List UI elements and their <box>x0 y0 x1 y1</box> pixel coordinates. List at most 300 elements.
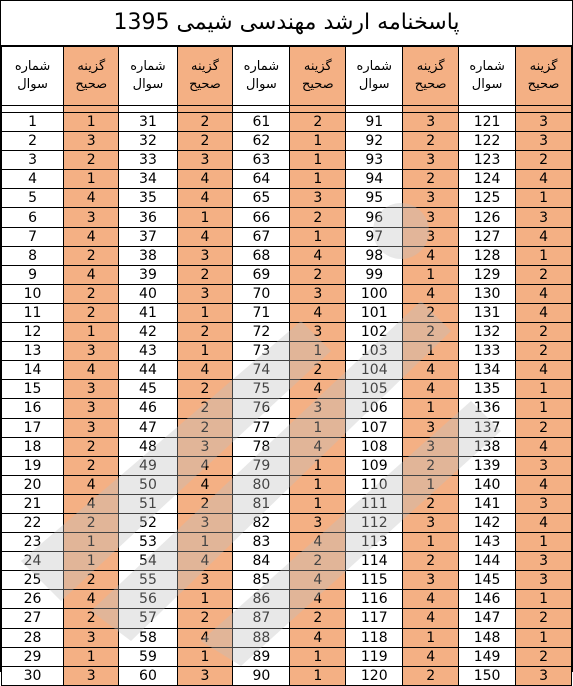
question-number: 133 <box>459 342 516 361</box>
correct-option: 4 <box>516 437 572 456</box>
question-number: 62 <box>233 132 290 151</box>
question-number: 37 <box>119 227 177 246</box>
question-number: 92 <box>346 132 403 151</box>
question-number: 102 <box>346 323 403 342</box>
table-row <box>2 342 572 361</box>
correct-option: 1 <box>290 170 346 189</box>
question-number: 114 <box>346 552 403 571</box>
correct-option: 4 <box>403 361 459 380</box>
correct-option: 1 <box>516 590 572 609</box>
table-row <box>2 590 572 609</box>
correct-option: 1 <box>290 666 346 685</box>
question-number: 43 <box>119 342 177 361</box>
correct-option: 4 <box>64 590 119 609</box>
question-number: 1 <box>2 113 64 132</box>
table-row <box>2 475 572 494</box>
question-number: 121 <box>459 113 516 132</box>
table-row <box>2 323 572 342</box>
correct-option: 4 <box>403 590 459 609</box>
question-number: 117 <box>346 609 403 628</box>
correct-option: 4 <box>177 189 233 208</box>
correct-option: 4 <box>290 303 346 322</box>
table-row <box>2 494 572 513</box>
question-number: 113 <box>346 533 403 552</box>
correct-option: 3 <box>516 132 572 151</box>
question-number: 28 <box>2 628 64 647</box>
question-number: 137 <box>459 418 516 437</box>
correct-option: 4 <box>177 170 233 189</box>
correct-option: 3 <box>290 399 346 418</box>
correct-option: 4 <box>64 189 119 208</box>
correct-option: 2 <box>177 399 233 418</box>
question-number: 97 <box>346 227 403 246</box>
question-number: 130 <box>459 284 516 303</box>
question-number: 112 <box>346 513 403 532</box>
correct-option: 3 <box>64 132 119 151</box>
correct-option: 3 <box>64 418 119 437</box>
table-row <box>2 170 572 189</box>
question-number: 36 <box>119 208 177 227</box>
question-number: 94 <box>346 170 403 189</box>
header-row <box>2 47 572 106</box>
correct-option: 2 <box>64 246 119 265</box>
table-row <box>2 380 572 399</box>
question-number: 66 <box>233 208 290 227</box>
question-number: 115 <box>346 571 403 590</box>
question-number: 87 <box>233 609 290 628</box>
question-number: 27 <box>2 609 64 628</box>
correct-option: 2 <box>177 132 233 151</box>
correct-option: 3 <box>403 189 459 208</box>
correct-option: 1 <box>177 342 233 361</box>
question-number: 73 <box>233 342 290 361</box>
question-number: 150 <box>459 666 516 685</box>
question-number: 32 <box>119 132 177 151</box>
answer-table <box>1 46 572 686</box>
correct-option: 1 <box>290 647 346 666</box>
question-number: 81 <box>233 494 290 513</box>
correct-option: 4 <box>403 647 459 666</box>
correct-option: 1 <box>290 456 346 475</box>
question-number: 128 <box>459 246 516 265</box>
question-number: 4 <box>2 170 64 189</box>
header-answer: گزینه صحیح <box>177 47 233 106</box>
correct-option: 3 <box>177 151 233 170</box>
question-number: 12 <box>2 323 64 342</box>
question-number: 105 <box>346 380 403 399</box>
question-number: 60 <box>119 666 177 685</box>
correct-option: 3 <box>403 208 459 227</box>
correct-option: 1 <box>403 342 459 361</box>
correct-option: 4 <box>177 475 233 494</box>
correct-option: 1 <box>290 151 346 170</box>
question-number: 136 <box>459 399 516 418</box>
correct-option: 3 <box>403 418 459 437</box>
question-number: 10 <box>2 284 64 303</box>
correct-option: 4 <box>403 380 459 399</box>
correct-option: 4 <box>290 571 346 590</box>
question-number: 6 <box>2 208 64 227</box>
header-answer: گزینه صحیح <box>403 47 459 106</box>
correct-option: 4 <box>64 475 119 494</box>
correct-option: 1 <box>177 647 233 666</box>
question-number: 51 <box>119 494 177 513</box>
question-number: 29 <box>2 647 64 666</box>
correct-option: 4 <box>290 590 346 609</box>
correct-option: 3 <box>516 666 572 685</box>
correct-option: 3 <box>64 342 119 361</box>
question-number: 31 <box>119 113 177 132</box>
question-number: 93 <box>346 151 403 170</box>
question-number: 54 <box>119 552 177 571</box>
correct-option: 2 <box>290 552 346 571</box>
question-number: 2 <box>2 132 64 151</box>
correct-option: 2 <box>516 609 572 628</box>
correct-option: 2 <box>64 284 119 303</box>
correct-option: 2 <box>403 666 459 685</box>
correct-option: 1 <box>64 552 119 571</box>
question-number: 18 <box>2 437 64 456</box>
question-number: 134 <box>459 361 516 380</box>
correct-option: 3 <box>516 552 572 571</box>
question-number: 25 <box>2 571 64 590</box>
correct-option: 4 <box>403 609 459 628</box>
header-answer: گزینه صحیح <box>64 47 119 106</box>
question-number: 88 <box>233 628 290 647</box>
table-row <box>2 513 572 532</box>
correct-option: 4 <box>403 284 459 303</box>
question-number: 44 <box>119 361 177 380</box>
question-number: 78 <box>233 437 290 456</box>
correct-option: 2 <box>64 303 119 322</box>
question-number: 96 <box>346 208 403 227</box>
question-number: 84 <box>233 552 290 571</box>
question-number: 120 <box>346 666 403 685</box>
correct-option: 3 <box>64 208 119 227</box>
correct-option: 1 <box>516 399 572 418</box>
correct-option: 3 <box>403 437 459 456</box>
table-row <box>2 552 572 571</box>
correct-option: 4 <box>290 437 346 456</box>
question-number: 89 <box>233 647 290 666</box>
correct-option: 3 <box>290 323 346 342</box>
question-number: 65 <box>233 189 290 208</box>
question-number: 47 <box>119 418 177 437</box>
correct-option: 1 <box>290 418 346 437</box>
question-number: 21 <box>2 494 64 513</box>
correct-option: 4 <box>177 227 233 246</box>
correct-option: 3 <box>177 246 233 265</box>
question-number: 71 <box>233 303 290 322</box>
correct-option: 3 <box>516 456 572 475</box>
correct-option: 3 <box>64 380 119 399</box>
correct-option: 3 <box>403 513 459 532</box>
question-number: 68 <box>233 246 290 265</box>
correct-option: 1 <box>516 189 572 208</box>
correct-option: 4 <box>290 533 346 552</box>
question-number: 39 <box>119 265 177 284</box>
table-row <box>2 265 572 284</box>
table-row <box>2 571 572 590</box>
table-body <box>2 106 572 686</box>
question-number: 58 <box>119 628 177 647</box>
question-number: 9 <box>2 265 64 284</box>
correct-option: 2 <box>177 418 233 437</box>
question-number: 125 <box>459 189 516 208</box>
table-row <box>2 533 572 552</box>
question-number: 30 <box>2 666 64 685</box>
correct-option: 4 <box>64 361 119 380</box>
table-row <box>2 456 572 475</box>
question-number: 95 <box>346 189 403 208</box>
question-number: 122 <box>459 132 516 151</box>
question-number: 103 <box>346 342 403 361</box>
question-number: 74 <box>233 361 290 380</box>
correct-option: 2 <box>64 571 119 590</box>
header-question: شماره سوال <box>233 47 290 106</box>
page-title: پاسخنامه ارشد مهندسی شیمی 1395 <box>1 1 572 46</box>
question-number: 14 <box>2 361 64 380</box>
correct-option: 4 <box>64 265 119 284</box>
question-number: 20 <box>2 475 64 494</box>
question-number: 42 <box>119 323 177 342</box>
correct-option: 3 <box>177 437 233 456</box>
header-question: شماره سوال <box>346 47 403 106</box>
question-number: 91 <box>346 113 403 132</box>
correct-option: 4 <box>64 227 119 246</box>
question-number: 131 <box>459 303 516 322</box>
question-number: 145 <box>459 571 516 590</box>
question-number: 108 <box>346 437 403 456</box>
question-number: 26 <box>2 590 64 609</box>
correct-option: 4 <box>64 494 119 513</box>
question-number: 86 <box>233 590 290 609</box>
table-row <box>2 132 572 151</box>
correct-option: 2 <box>403 132 459 151</box>
correct-option: 2 <box>290 265 346 284</box>
correct-option: 1 <box>290 342 346 361</box>
question-number: 40 <box>119 284 177 303</box>
header-question: شماره سوال <box>2 47 64 106</box>
question-number: 101 <box>346 303 403 322</box>
question-number: 72 <box>233 323 290 342</box>
correct-option: 3 <box>177 666 233 685</box>
table-row <box>2 437 572 456</box>
correct-option: 2 <box>516 647 572 666</box>
question-number: 119 <box>346 647 403 666</box>
correct-option: 4 <box>516 227 572 246</box>
table-row <box>2 246 572 265</box>
correct-option: 4 <box>177 361 233 380</box>
question-number: 83 <box>233 533 290 552</box>
table-row <box>2 399 572 418</box>
question-number: 109 <box>346 456 403 475</box>
correct-option: 2 <box>64 437 119 456</box>
correct-option: 4 <box>177 628 233 647</box>
table-row <box>2 151 572 170</box>
table-row <box>2 303 572 322</box>
question-number: 53 <box>119 533 177 552</box>
question-number: 147 <box>459 609 516 628</box>
correct-option: 4 <box>177 552 233 571</box>
correct-option: 1 <box>516 628 572 647</box>
question-number: 90 <box>233 666 290 685</box>
correct-option: 2 <box>403 170 459 189</box>
correct-option: 2 <box>290 609 346 628</box>
header-question: شماره سوال <box>459 47 516 106</box>
correct-option: 3 <box>177 284 233 303</box>
question-number: 52 <box>119 513 177 532</box>
correct-option: 1 <box>403 265 459 284</box>
correct-option: 3 <box>403 227 459 246</box>
question-number: 67 <box>233 227 290 246</box>
correct-option: 4 <box>290 380 346 399</box>
correct-option: 3 <box>177 513 233 532</box>
table-row <box>2 361 572 380</box>
correct-option: 2 <box>177 494 233 513</box>
question-number: 140 <box>459 475 516 494</box>
correct-option: 1 <box>403 475 459 494</box>
correct-option: 3 <box>516 113 572 132</box>
question-number: 132 <box>459 323 516 342</box>
question-number: 16 <box>2 399 64 418</box>
question-number: 82 <box>233 513 290 532</box>
correct-option: 2 <box>64 609 119 628</box>
correct-option: 1 <box>516 380 572 399</box>
correct-option: 1 <box>290 132 346 151</box>
correct-option: 2 <box>403 303 459 322</box>
correct-option: 3 <box>64 628 119 647</box>
correct-option: 1 <box>290 475 346 494</box>
question-number: 104 <box>346 361 403 380</box>
correct-option: 4 <box>177 456 233 475</box>
correct-option: 4 <box>516 303 572 322</box>
correct-option: 3 <box>516 571 572 590</box>
correct-option: 2 <box>290 208 346 227</box>
correct-option: 2 <box>64 513 119 532</box>
question-number: 55 <box>119 571 177 590</box>
question-number: 75 <box>233 380 290 399</box>
correct-option: 1 <box>64 647 119 666</box>
table-row <box>2 113 572 132</box>
question-number: 124 <box>459 170 516 189</box>
correct-option: 3 <box>290 189 346 208</box>
correct-option: 2 <box>290 361 346 380</box>
correct-option: 2 <box>516 151 572 170</box>
question-number: 61 <box>233 113 290 132</box>
table-row <box>2 208 572 227</box>
correct-option: 4 <box>516 475 572 494</box>
question-number: 35 <box>119 189 177 208</box>
question-number: 59 <box>119 647 177 666</box>
question-number: 79 <box>233 456 290 475</box>
table-row <box>2 418 572 437</box>
correct-option: 1 <box>290 494 346 513</box>
table-row <box>2 189 572 208</box>
header-answer: گزینه صحیح <box>290 47 346 106</box>
correct-option: 2 <box>290 113 346 132</box>
question-number: 33 <box>119 151 177 170</box>
correct-option: 1 <box>64 533 119 552</box>
question-number: 41 <box>119 303 177 322</box>
correct-option: 3 <box>403 151 459 170</box>
question-number: 57 <box>119 609 177 628</box>
correct-option: 1 <box>516 246 572 265</box>
correct-option: 2 <box>177 323 233 342</box>
correct-option: 3 <box>177 571 233 590</box>
question-number: 45 <box>119 380 177 399</box>
correct-option: 3 <box>403 113 459 132</box>
correct-option: 1 <box>64 323 119 342</box>
table-row <box>2 666 572 685</box>
question-number: 111 <box>346 494 403 513</box>
question-number: 13 <box>2 342 64 361</box>
correct-option: 1 <box>403 628 459 647</box>
question-number: 107 <box>346 418 403 437</box>
question-number: 8 <box>2 246 64 265</box>
correct-option: 3 <box>516 208 572 227</box>
correct-option: 2 <box>516 323 572 342</box>
correct-option: 4 <box>516 284 572 303</box>
table-row <box>2 647 572 666</box>
question-number: 24 <box>2 552 64 571</box>
correct-option: 1 <box>290 227 346 246</box>
question-number: 141 <box>459 494 516 513</box>
correct-option: 1 <box>403 399 459 418</box>
question-number: 135 <box>459 380 516 399</box>
question-number: 48 <box>119 437 177 456</box>
header-question: شماره سوال <box>119 47 177 106</box>
correct-option: 1 <box>177 208 233 227</box>
question-number: 126 <box>459 208 516 227</box>
question-number: 80 <box>233 475 290 494</box>
correct-option: 2 <box>177 380 233 399</box>
table-row <box>2 609 572 628</box>
correct-option: 3 <box>290 284 346 303</box>
question-number: 148 <box>459 628 516 647</box>
correct-option: 1 <box>177 303 233 322</box>
header-answer: گزینه صحیح <box>516 47 572 106</box>
correct-option: 4 <box>516 170 572 189</box>
correct-option: 2 <box>64 456 119 475</box>
correct-option: 1 <box>64 170 119 189</box>
table-row <box>2 284 572 303</box>
correct-option: 1 <box>403 533 459 552</box>
question-number: 127 <box>459 227 516 246</box>
correct-option: 3 <box>64 399 119 418</box>
question-number: 49 <box>119 456 177 475</box>
question-number: 106 <box>346 399 403 418</box>
question-number: 17 <box>2 418 64 437</box>
question-number: 38 <box>119 246 177 265</box>
question-number: 11 <box>2 303 64 322</box>
correct-option: 2 <box>516 265 572 284</box>
spacer-row <box>2 106 572 113</box>
correct-option: 2 <box>403 456 459 475</box>
question-number: 139 <box>459 456 516 475</box>
correct-option: 1 <box>177 533 233 552</box>
correct-option: 1 <box>64 113 119 132</box>
question-number: 64 <box>233 170 290 189</box>
question-number: 123 <box>459 151 516 170</box>
question-number: 100 <box>346 284 403 303</box>
question-number: 76 <box>233 399 290 418</box>
question-number: 15 <box>2 380 64 399</box>
correct-option: 2 <box>177 609 233 628</box>
question-number: 143 <box>459 533 516 552</box>
correct-option: 3 <box>403 571 459 590</box>
table-row <box>2 628 572 647</box>
